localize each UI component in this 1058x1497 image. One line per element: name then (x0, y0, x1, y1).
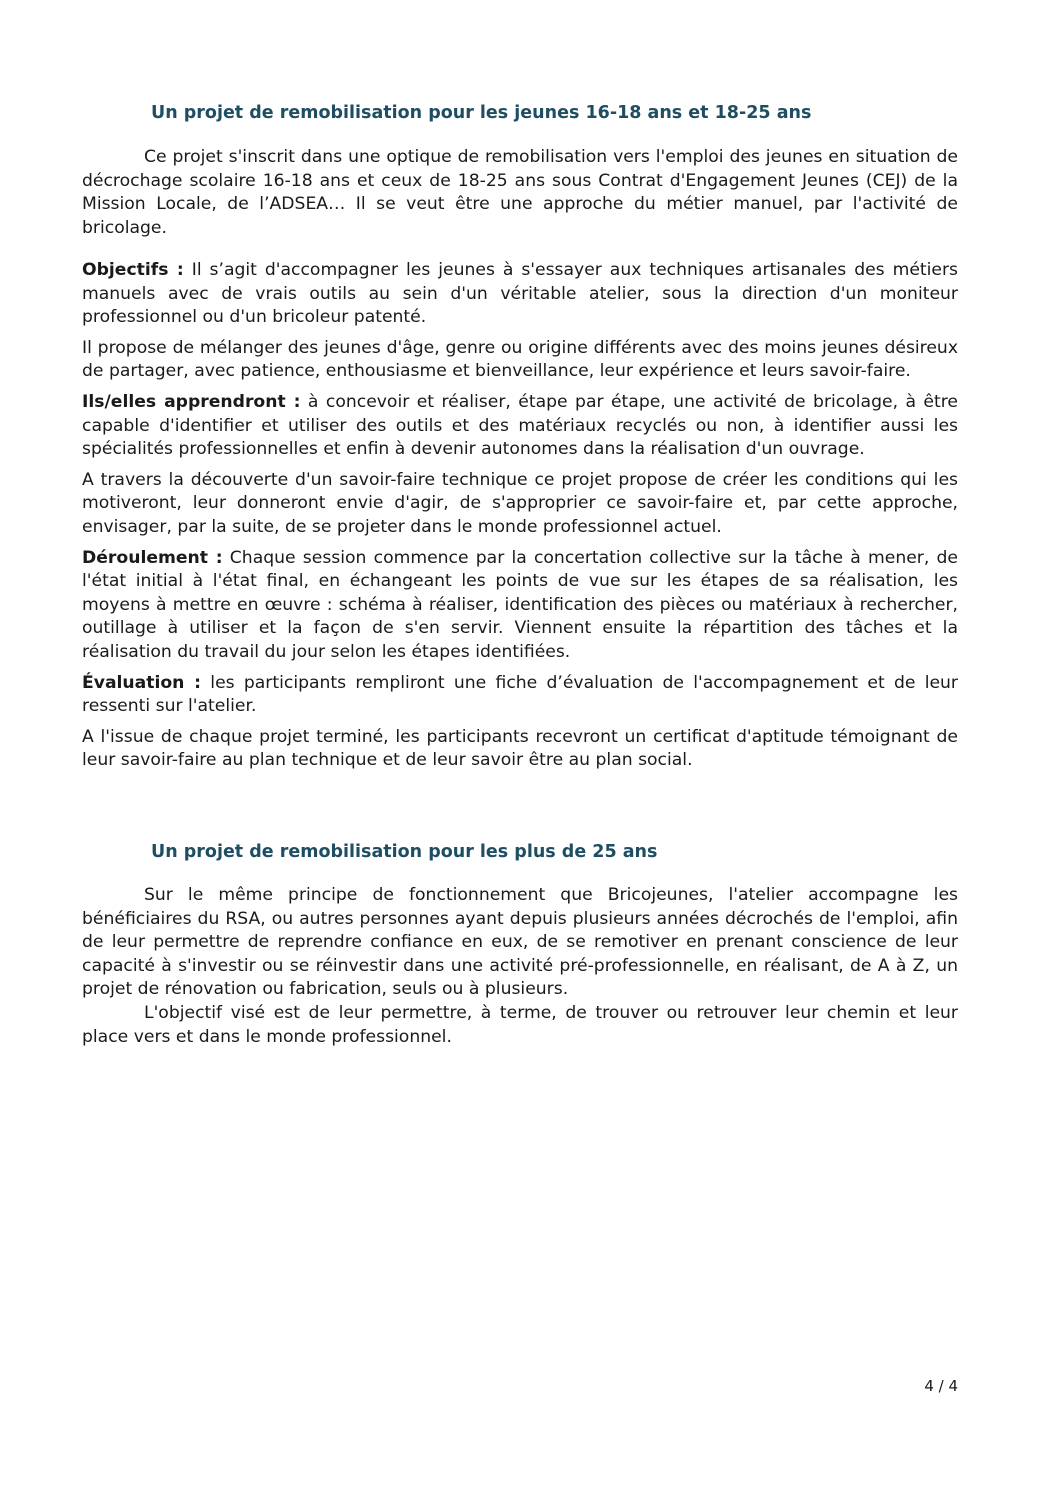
deroulement-text: Chaque session commence par la concertation collective sur la tâche à mener, de l'état initial à l'état final, en échangeant les points de vue sur les étapes de sa réalisation, les moyens à mettre en œuvre : schéma à réaliser, identification des pièces ou matériaux à rechercher, outillage à utiliser et la façon de s'en servir. Viennent ensuite la répartition des tâches et la réalisation du travail du jour selon les étapes identifiées. (82, 547, 958, 662)
objectifs-label: Objectifs : (82, 260, 184, 280)
section-body-plus-25 (82, 884, 958, 1049)
deroulement-paragraph (82, 547, 958, 665)
objectif-paragraph: L'objectif visé est de leur permettre, à terme, de trouver ou retrouver leur chemin et leur place vers et dans le monde professionnel. (82, 1002, 958, 1047)
evaluation-text: les participants rempliront une fiche d’évaluation de l'accompagnement et de leur ressenti sur l'atelier. (82, 672, 958, 717)
objectifs-paragraph (82, 259, 958, 330)
certificat-paragraph: A l'issue de chaque projet terminé, les participants recevront un certificat d'aptitude témoignant de leur savoir-faire au plan technique et de leur savoir être au plan social. (82, 726, 958, 771)
objectifs-text: Il s’agit d'accompagner les jeunes à s'essayer aux techniques artisanales des métiers manuels avec de vrais outils au sein d'un véritable atelier, sous la direction d'un moniteur professionnel ou d'un bricoleur patenté. (82, 260, 959, 328)
apprendront-paragraph (82, 391, 958, 462)
intro-paragraph: Ce projet s'inscrit dans une optique de remobilisation vers l'emploi des jeunes en situation de décrochage scolaire 16-18 ans et ceux de 18-25 ans sous Contrat d'Engagement Jeunes (CEJ) de la Mission Locale, de l’ADSEA… Il se veut être une approche du métier manuel, par l'activité de bricolage. (82, 147, 958, 238)
melange-paragraph: Il propose de mélanger des jeunes d'âge, genre ou origine différents avec des moins jeunes désireux de partager, avec patience, enthousiasme et bienveillance, leur expérience et leurs savoir-faire. (82, 337, 958, 382)
section-title-plus-25: Un projet de remobilisation pour les plus de 25 ans (151, 842, 658, 862)
page-number: 4 / 4 (924, 1377, 958, 1395)
section-title-jeunes: Un projet de remobilisation pour les jeunes 16-18 ans et 18-25 ans (151, 103, 812, 123)
section-body-jeunes (82, 259, 958, 780)
apprendront-label: Ils/elles apprendront : (82, 391, 301, 412)
deroulement-label: Déroulement : (82, 547, 223, 568)
evaluation-label: Évaluation : (82, 672, 202, 693)
apprendront-text: à concevoir et réaliser, étape par étape, une activité de bricolage, à être capable d'identifier et utiliser des outils et des matériaux recyclés ou non, à identifier aussi les spécialités professionnelles et enfin à devenir autonomes dans la réalisation d'un ouvrage. (82, 391, 958, 460)
decouverte-paragraph: A travers la découverte d'un savoir-faire technique ce projet propose de créer les conditions qui les motiveront, leur donneront envie d'agir, de s'approprier ce savoir-faire et, par cette approche, envisager, par la suite, de se projeter dans le monde professionnel actuel. (82, 469, 958, 537)
evaluation-paragraph (82, 672, 958, 719)
principe-paragraph: Sur le même principe de fonctionnement que Bricojeunes, l'atelier accompagne les bénéficiaires du RSA, ou autres personnes ayant depuis plusieurs années décrochés de l'emploi, afin de leur permettre de reprendre confiance en eux, de se remotiver en prenant conscience de leur capacité à s'investir ou se réinvestir dans une activité pré-professionnelle, en réalisant, de A à Z, un projet de rénovation ou fabrication, seuls ou à plusieurs. (82, 885, 958, 1000)
